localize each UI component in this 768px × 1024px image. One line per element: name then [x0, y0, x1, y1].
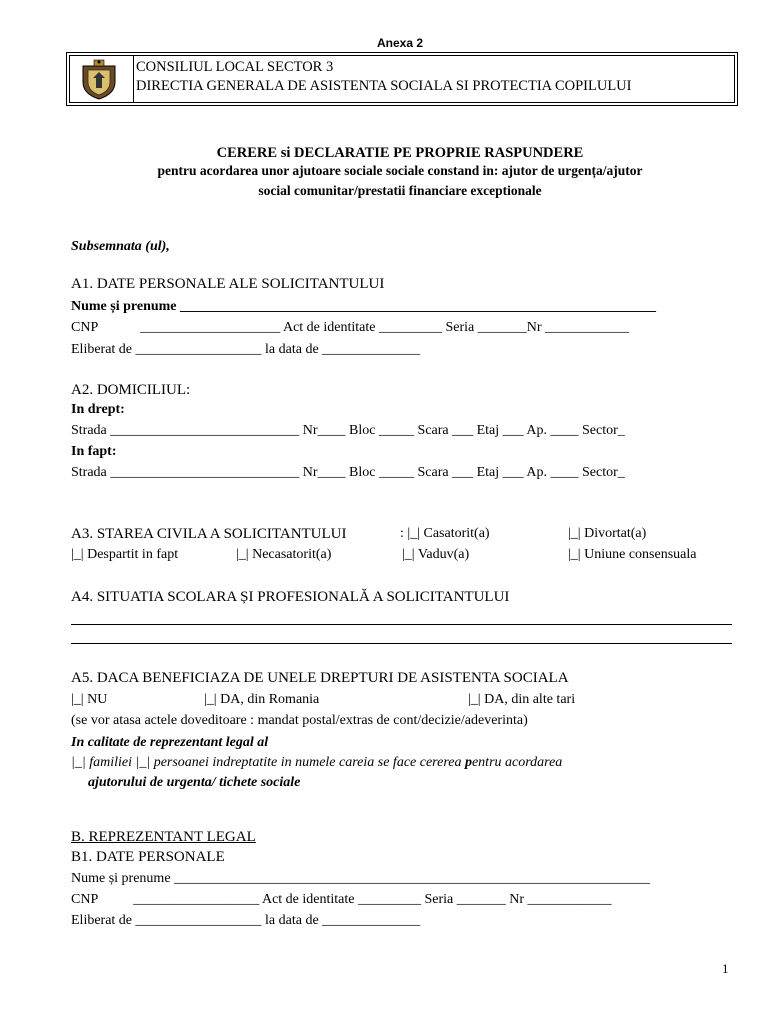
document-title: CERERE si DECLARATIE PE PROPRIE RASPUNDERE — [216, 145, 584, 161]
bloc-label: Bloc — [349, 465, 376, 480]
checkbox[interactable]: |_| — [236, 547, 249, 562]
uniune-label: Uniune consensuala — [584, 547, 697, 562]
a1-name-label: Nume și prenume — [71, 299, 177, 314]
document-subtitle-1: pentru acordarea unor ajutoare sociale sociale constand in: ajutor de urgența/ajutor — [157, 163, 643, 178]
a5-nu-option[interactable] — [71, 692, 107, 708]
section-a5-heading: A5. DACA BENEFICIAZA DE UNELE DREPTURI DE ASISTENTA SOCIALA — [71, 670, 569, 686]
a3-divortat-option[interactable] — [568, 526, 646, 542]
section-a2-heading: A2. DOMICILIUL: — [71, 382, 191, 398]
b1-cnp-row: CNP __________________ Act de identitate _________ Seria _______ Nr ____________ — [71, 892, 612, 907]
a4-line-2[interactable] — [71, 643, 732, 644]
annex-label: Anexa 2 — [376, 36, 424, 50]
a2-fapt-address-row: Strada ___________________________ Nr____ Bloc _____ Scara ___ Etaj ___ Ap. ____ Sector_ — [71, 465, 625, 480]
a5-reprezentant-row — [71, 755, 562, 771]
despartit-label: Despartit in fapt — [87, 547, 179, 562]
ap-label: Ap. — [526, 465, 547, 480]
in-drept-label: In drept: — [71, 402, 125, 417]
nu-label: NU — [87, 692, 108, 707]
etaj-label: Etaj — [476, 423, 500, 438]
checkbox[interactable]: |_| — [71, 547, 84, 562]
b1-name-label: Nume și prenume — [71, 871, 171, 886]
da-romania-label: DA, din Romania — [220, 692, 320, 707]
familiei-label: familiei — [89, 755, 132, 770]
in-fapt-label: In fapt: — [71, 444, 117, 459]
a2-drept-address-row: Strada ___________________________ Nr____ Bloc _____ Scara ___ Etaj ___ Ap. ____ Sector_ — [71, 423, 625, 438]
a1-name-row: Nume și prenume ____________________________________________________________________ — [71, 299, 657, 314]
a1-cnp-label: CNP — [71, 320, 99, 335]
in-calitate-label: In calitate de reprezentant legal al — [71, 735, 269, 750]
a1-nr-label: Nr — [526, 320, 542, 335]
checkbox[interactable]: |_| — [407, 526, 420, 541]
a1-act-label: Act de identitate — [282, 320, 376, 335]
a3-uniune-option[interactable] — [568, 547, 696, 563]
colon: : — [400, 526, 404, 541]
a1-seria-label: Seria — [445, 320, 475, 335]
checkbox[interactable]: |_| — [135, 755, 151, 770]
scara-label: Scara — [417, 423, 449, 438]
a1-eliberat-label: Eliberat de — [71, 342, 133, 357]
nr-label: Nr — [302, 423, 318, 438]
vaduv-label: Vaduv(a) — [417, 547, 470, 562]
b1-eliberat-row: Eliberat de __________________ la data de ______________ — [71, 913, 421, 928]
checkbox[interactable]: |_| — [568, 526, 581, 541]
a3-necasatorit-option[interactable] — [236, 547, 331, 563]
a3-despartit-option[interactable] — [71, 547, 178, 563]
pentru-rest: entru acordarea — [471, 755, 563, 770]
checkbox[interactable]: |_| — [71, 692, 84, 707]
checkbox[interactable]: |_| — [468, 692, 481, 707]
b1-act-label: Act de identitate — [261, 892, 355, 907]
checkbox[interactable]: |_| — [204, 692, 217, 707]
a5-note: (se vor atasa actele doveditoare : mandat postal/extras de cont/decizie/adeverinta) — [71, 713, 528, 728]
a1-eliberat-row: Eliberat de __________________ la data de ______________ — [71, 342, 421, 357]
checkbox[interactable]: |_| — [568, 547, 581, 562]
a1-cnp-row: CNP ____________________ Act de identitate _________ Seria _______Nr ____________ — [71, 320, 630, 335]
b1-nr-label: Nr — [509, 892, 525, 907]
a5-da-alte-option[interactable] — [468, 692, 575, 708]
persoanei-label: persoanei indreptatite in numele careia se face cererea — [153, 755, 465, 770]
scara-label: Scara — [417, 465, 449, 480]
bloc-label: Bloc — [349, 423, 376, 438]
da-alte-label: DA, din alte tari — [484, 692, 576, 707]
section-a4-heading: A4. SITUATIA SCOLARA ȘI PROFESIONALĂ A SOLICITANTULUI — [71, 589, 510, 605]
b1-seria-label: Seria — [424, 892, 454, 907]
ap-label: Ap. — [526, 423, 547, 438]
b1-name-row: Nume și prenume ____________________________________________________________________ — [71, 871, 651, 886]
header-divider — [133, 55, 134, 103]
a1-data-label: la data de — [265, 342, 319, 357]
section-b1-heading: B1. DATE PERSONALE — [71, 849, 225, 865]
header-line-1: CONSILIUL LOCAL SECTOR 3 — [136, 59, 334, 75]
strada-label: Strada — [71, 423, 107, 438]
b1-cnp-label: CNP — [71, 892, 99, 907]
a3-vaduv-option[interactable] — [402, 547, 469, 563]
ajutorului-label: ajutorului de urgenta/ tichete sociale — [88, 775, 301, 790]
a4-line-1[interactable] — [71, 624, 732, 625]
page-number: 1 — [722, 961, 729, 976]
strada-label: Strada — [71, 465, 107, 480]
checkbox[interactable]: |_| — [402, 547, 415, 562]
coat-of-arms-icon — [79, 58, 119, 100]
sector-label: Sector — [582, 465, 618, 480]
divortat-label: Divortat(a) — [584, 526, 647, 541]
header-line-2: DIRECTIA GENERALA DE ASISTENTA SOCIALA SI PROTECTIA COPILULUI — [136, 78, 632, 94]
a5-da-romania-option[interactable] — [204, 692, 319, 708]
casatorit-label: Casatorit(a) — [423, 526, 490, 541]
section-b-heading: B. REPREZENTANT LEGAL — [71, 829, 256, 845]
b1-data-label: la data de — [265, 913, 319, 928]
nr-label: Nr — [302, 465, 318, 480]
section-a1-heading: A1. DATE PERSONALE ALE SOLICITANTULUI — [71, 276, 385, 292]
subsemnata-label: Subsemnata (ul), — [71, 239, 170, 254]
etaj-label: Etaj — [476, 465, 500, 480]
checkbox[interactable]: |_| — [71, 755, 86, 770]
b1-eliberat-label: Eliberat de — [71, 913, 133, 928]
section-a3-heading: A3. STAREA CIVILA A SOLICITANTULUI — [71, 526, 347, 542]
pentru-p: p — [464, 755, 472, 770]
a3-casatorit-option[interactable] — [400, 526, 490, 542]
document-subtitle-2: social comunitar/prestatii financiare exceptionale — [258, 183, 542, 198]
necasatorit-label: Necasatorit(a) — [252, 547, 332, 562]
sector-label: Sector — [582, 423, 618, 438]
